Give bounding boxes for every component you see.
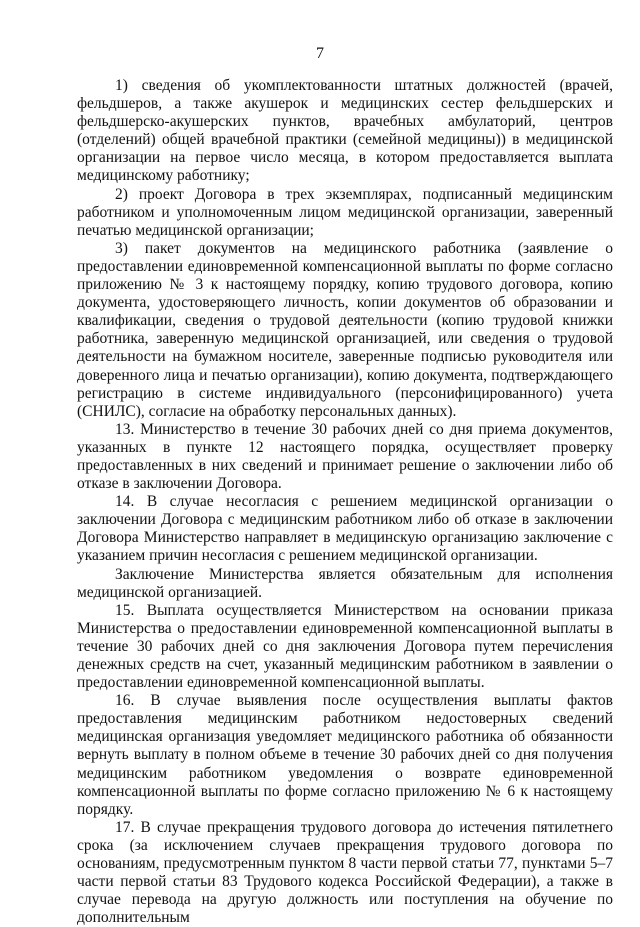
paragraph-item-3: 3) пакет документов на медицинского работника (заявление о предоставлении единовременной компенсационной выплаты по форме согласно приложению № 3 к настоящему порядку, копию трудового договора, копию документа, удостоверяющего личность, копии документов об образовании и квалификации, сведения о трудовой деятельности (копию трудовой книжки работника, заверенную медицинской организацией, или сведения о трудовой деятельности на бумажном носителе, заверенные подписью руководителя или доверенного лица и печатью организации), копию документа, подтверждающего регистрацию в системе индивидуального (персонифицированного) учета (СНИЛС), согласие на обработку персональных данных). xyxy=(77,239,613,420)
paragraph-clause-15: 15. Выплата осуществляется Министерством на основании приказа Министерства о предоставлении единовременной компенсационной выплаты в течение 30 рабочих дней со дня заключения Договора путем перечисления денежных средств на счет, указанный медицинским работником в заявлении о предоставлении единовременной компенсационной выплаты. xyxy=(77,601,613,692)
paragraph-item-2: 2) проект Договора в трех экземплярах, подписанный медицинским работником и уполномоченным лицом медицинской организации, заверенный печатью медицинской организации; xyxy=(77,185,613,239)
paragraph-clause-14: 14. В случае несогласия с решением медицинской организации о заключении Договора с медицинским работником либо об отказе в заключении Договора Министерство направляет в медицинскую организацию заключение с указанием причин несогласия с решением медицинской организации. xyxy=(77,493,613,565)
paragraph-item-1: 1) сведения об укомплектованности штатных должностей (врачей, фельдшеров, а также акушерок и медицинских сестер фельдшерских и фельдшерско-акушерских пунктов, врачебных амбулаторий, центров (отделений) общей врачебной практики (семейной медицины)) в медицинской организации на первое число месяца, в котором предоставляется выплата медицинскому работнику; xyxy=(77,77,613,185)
paragraph-clause-13: 13. Министерство в течение 30 рабочих дней со дня приема документов, указанных в пункте 12 настоящего порядка, осуществляет проверку предоставленных в них сведений и принимает решение о заключении либо об отказе в заключении Договора. xyxy=(77,420,613,493)
page-number: 7 xyxy=(316,45,324,62)
document-body xyxy=(77,77,613,927)
paragraph-clause-17: 17. В случае прекращения трудового договора до истечения пятилетнего срока (за исключением случаев прекращения трудового договора по основаниям, предусмотренным пунктом 8 части первой статьи 77, пунктами 5–7 части первой статьи 83 Трудового кодекса Российской Федерации), а также в случае перевода на другую должность или поступления на обучение по дополнительным xyxy=(77,818,613,927)
paragraph-clause-16: 16. В случае выявления после осуществления выплаты фактов предоставления медицинским работником недостоверных сведений медицинская организация уведомляет медицинского работника об обязанности вернуть выплату в полном объеме в течение 30 рабочих дней со дня получения медицинским работником уведомления о возврате единовременной компенсационной выплаты по форме согласно приложению № 6 к настоящему порядку. xyxy=(77,692,613,818)
paragraph-clause-14-note: Заключение Министерства является обязательным для исполнения медицинской организацией. xyxy=(77,565,613,601)
